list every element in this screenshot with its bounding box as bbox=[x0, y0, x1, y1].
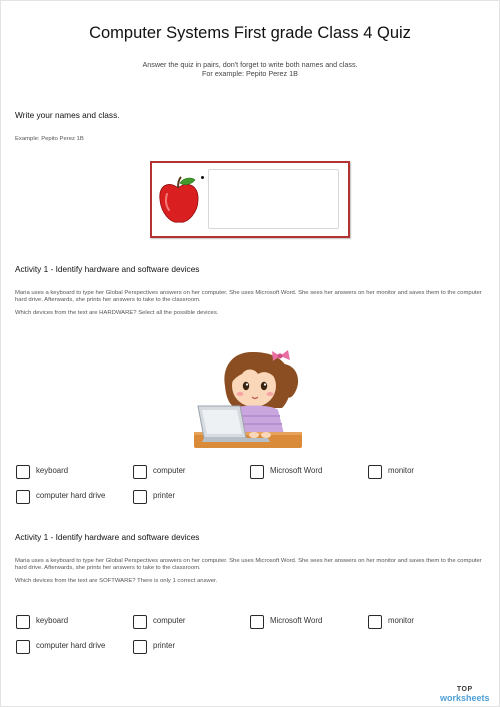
names-example: Example: Pepito Perez 1B bbox=[15, 136, 84, 142]
checkbox[interactable] bbox=[16, 640, 30, 654]
names-input[interactable] bbox=[208, 169, 339, 229]
checkbox[interactable] bbox=[133, 640, 147, 654]
checkbox[interactable] bbox=[16, 615, 30, 629]
activity1-text: Maria uses a keyboard to type her Global Perspectives answers on her computer. She uses Microsoft Word. She sees her answers on her monitor and saves them to the computer hard drive. Afterwards, she prints her answers to take to the classroom. bbox=[15, 290, 482, 303]
checkbox[interactable] bbox=[16, 465, 30, 479]
option-label: Microsoft Word bbox=[270, 466, 323, 475]
names-heading: Write your names and class. bbox=[15, 110, 120, 120]
option-label: computer hard drive bbox=[36, 491, 106, 500]
option-label: computer bbox=[153, 466, 186, 475]
intro-line-2: For example: Pepito Perez 1B bbox=[202, 68, 298, 78]
checkbox[interactable] bbox=[16, 490, 30, 504]
checkbox[interactable] bbox=[368, 615, 382, 629]
checkbox[interactable] bbox=[250, 615, 264, 629]
checkbox[interactable] bbox=[250, 465, 264, 479]
intro-text bbox=[0, 61, 500, 78]
checkbox[interactable] bbox=[133, 490, 147, 504]
activity2-heading: Activity 1 - Identify hardware and software devices bbox=[15, 532, 200, 542]
logo-bottom-text: worksheets bbox=[440, 693, 490, 703]
page-title: Computer Systems First grade Class 4 Quiz bbox=[89, 24, 411, 42]
option-label: keyboard bbox=[36, 466, 69, 475]
option-label: monitor bbox=[388, 616, 414, 625]
option-label: computer hard drive bbox=[36, 641, 106, 650]
checkbox[interactable] bbox=[133, 615, 147, 629]
option-label: monitor bbox=[388, 466, 414, 475]
logo-top-text: TOP bbox=[456, 686, 473, 693]
option-label: Microsoft Word bbox=[270, 616, 323, 625]
option-label: printer bbox=[153, 491, 176, 500]
intro-line-1: Answer the quiz in pairs, don't forget to write both names and class. bbox=[142, 60, 358, 69]
topworksheets-logo bbox=[440, 686, 490, 702]
girl-laptop-illustration bbox=[192, 348, 304, 452]
activity1-heading: Activity 1 - Identify hardware and software devices bbox=[15, 264, 200, 274]
checkbox[interactable] bbox=[368, 465, 382, 479]
apple-icon bbox=[158, 176, 200, 226]
checkbox[interactable] bbox=[133, 465, 147, 479]
activity1-question: Which devices from the text are HARDWARE? Select all the possible devices. bbox=[15, 310, 219, 316]
list-bullet bbox=[201, 176, 204, 179]
option-label: keyboard bbox=[36, 616, 69, 625]
activity2-question: Which devices from the text are SOFTWARE? There is only 1 correct answer. bbox=[15, 578, 218, 584]
activity2-text: Maria uses a keyboard to type her Global Perspectives answers on her computer. She uses Microsoft Word. She sees her answers on her monitor and saves them to the computer hard drive. Afterwards, she prints her answers to take to the classroom. bbox=[15, 558, 482, 571]
option-label: printer bbox=[153, 641, 176, 650]
option-label: computer bbox=[153, 616, 186, 625]
